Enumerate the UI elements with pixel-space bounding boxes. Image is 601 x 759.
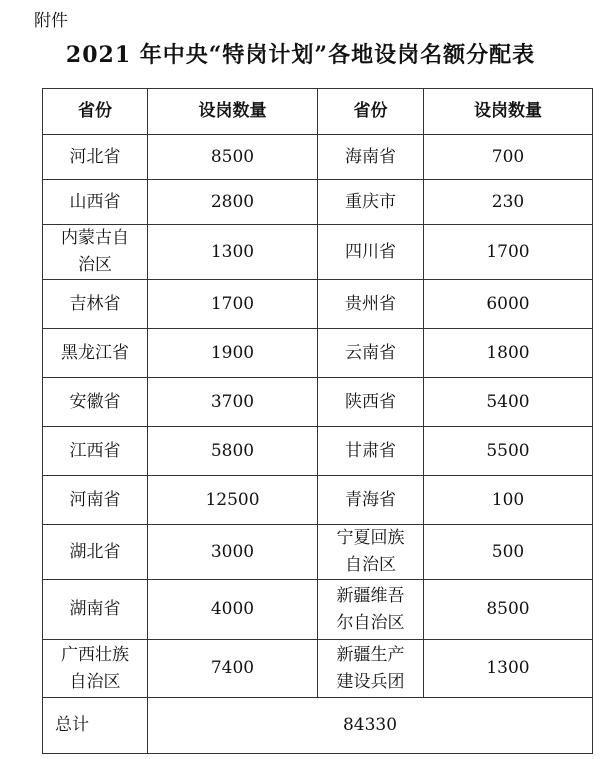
- quota-cell-text: 3700: [210, 391, 255, 412]
- quota-cell: [148, 225, 318, 280]
- quota-cell: [424, 476, 593, 525]
- quota-cell-text: 8500: [210, 146, 255, 167]
- province-cell: [318, 329, 424, 378]
- province-cell-text: 云南省: [345, 342, 396, 363]
- province-cell-text: 湖北省: [69, 541, 121, 562]
- province-cell: [318, 280, 424, 329]
- province-cell: [318, 640, 424, 698]
- quota-cell: [424, 580, 593, 640]
- quota-cell: [148, 180, 318, 225]
- province-cell: [318, 180, 424, 225]
- table-row: [43, 427, 593, 476]
- province-cell: [43, 135, 148, 180]
- quota-cell-text: 7400: [210, 658, 255, 678]
- province-cell-text: 河北省: [69, 146, 121, 167]
- quota-cell: [424, 135, 593, 180]
- attachment-label: 附件: [34, 11, 68, 31]
- quota-cell: [148, 378, 318, 427]
- quota-cell-text: 500: [491, 541, 525, 562]
- quota-cell: [424, 280, 593, 329]
- table-row: [43, 525, 593, 580]
- province-cell: [43, 280, 148, 329]
- header-province-1: 省份: [43, 89, 148, 135]
- province-cell-text: 湖南省: [69, 599, 121, 619]
- quota-cell: [424, 180, 593, 225]
- header-province-2: 省份: [318, 89, 424, 135]
- quota-table: [42, 88, 593, 754]
- table-header-row: [43, 89, 593, 135]
- table-row: [43, 180, 593, 225]
- table-body: [43, 135, 593, 698]
- quota-cell: [148, 329, 318, 378]
- province-cell-text: 海南省: [345, 146, 396, 167]
- province-cell: [318, 476, 424, 525]
- province-cell-text: 广西壮族自治区: [61, 644, 129, 692]
- quota-cell-text: 1300: [210, 241, 255, 262]
- table-row: [43, 476, 593, 525]
- quota-cell: [148, 580, 318, 640]
- quota-cell-text: 100: [491, 489, 525, 510]
- province-cell: [43, 580, 148, 640]
- quota-cell: [148, 135, 318, 180]
- quota-cell-text: 230: [491, 191, 525, 212]
- province-cell-text: 吉林省: [69, 293, 121, 314]
- province-cell-text: 宁夏回族自治区: [336, 528, 405, 575]
- province-cell: [43, 329, 148, 378]
- province-cell-text: 青海省: [345, 489, 396, 510]
- province-cell-text: 江西省: [69, 440, 121, 461]
- quota-cell: [424, 640, 593, 698]
- quota-cell-text: 5500: [486, 440, 530, 461]
- quota-cell-text: 3000: [210, 541, 255, 562]
- quota-cell: [424, 225, 593, 280]
- quota-cell-text: 6000: [486, 293, 530, 314]
- province-cell: [43, 525, 148, 580]
- header-quota-2: 设岗数量: [424, 89, 593, 135]
- province-cell: [43, 640, 148, 698]
- province-cell: [318, 225, 424, 280]
- quota-cell: [424, 427, 593, 476]
- quota-cell-text: 1800: [486, 342, 530, 363]
- province-cell: [43, 378, 148, 427]
- document-title: 2021 年中央“特岗计划”各地设岗名额分配表: [65, 42, 536, 68]
- province-cell-text: 四川省: [345, 241, 396, 262]
- quota-cell: [148, 525, 318, 580]
- province-cell: [318, 135, 424, 180]
- table-row: [43, 225, 593, 280]
- quota-cell-text: 1700: [210, 293, 255, 314]
- quota-cell-text: 5800: [210, 440, 255, 461]
- quota-cell-text: 8500: [486, 599, 530, 619]
- quota-cell-text: 2800: [210, 191, 255, 212]
- province-cell-text: 黑龙江省: [61, 342, 129, 363]
- province-cell: [318, 378, 424, 427]
- province-cell-text: 贵州省: [345, 293, 396, 314]
- table-row: [43, 640, 593, 698]
- province-cell-text: 新疆生产建设兵团: [336, 644, 405, 692]
- header-quota-1: 设岗数量: [148, 89, 318, 135]
- table-row: [43, 378, 593, 427]
- province-cell: [43, 427, 148, 476]
- quota-cell-text: 4000: [210, 599, 255, 619]
- province-cell: [43, 180, 148, 225]
- total-row: [43, 698, 593, 754]
- quota-cell: [424, 378, 593, 427]
- quota-cell-text: 1900: [210, 342, 255, 363]
- table-row: [43, 280, 593, 329]
- quota-cell-text: 12500: [205, 489, 260, 510]
- quota-cell-text: 5400: [486, 391, 530, 412]
- quota-cell: [424, 329, 593, 378]
- province-cell: [43, 225, 148, 280]
- province-cell: [43, 476, 148, 525]
- province-cell-text: 河南省: [69, 489, 121, 510]
- total-label: 总计: [43, 698, 148, 754]
- total-value: 84330: [148, 698, 593, 754]
- table-row: [43, 329, 593, 378]
- province-cell-text: 内蒙古自治区: [61, 228, 129, 275]
- quota-cell-text: 1700: [486, 241, 530, 262]
- quota-cell: [148, 280, 318, 329]
- quota-cell-text: 700: [491, 146, 525, 167]
- province-cell: [318, 427, 424, 476]
- province-cell: [318, 580, 424, 640]
- quota-cell: [424, 525, 593, 580]
- quota-cell: [148, 476, 318, 525]
- province-cell-text: 陕西省: [345, 391, 396, 412]
- table-row: [43, 135, 593, 180]
- quota-cell: [148, 640, 318, 698]
- province-cell-text: 重庆市: [345, 191, 396, 212]
- province-cell: [318, 525, 424, 580]
- quota-cell-text: 1300: [486, 658, 530, 678]
- table-row: [43, 580, 593, 640]
- province-cell-text: 山西省: [69, 191, 121, 212]
- province-cell-text: 安徽省: [69, 391, 121, 412]
- quota-cell: [148, 427, 318, 476]
- province-cell-text: 新疆维吾尔自治区: [336, 585, 405, 633]
- province-cell-text: 甘肃省: [345, 440, 396, 461]
